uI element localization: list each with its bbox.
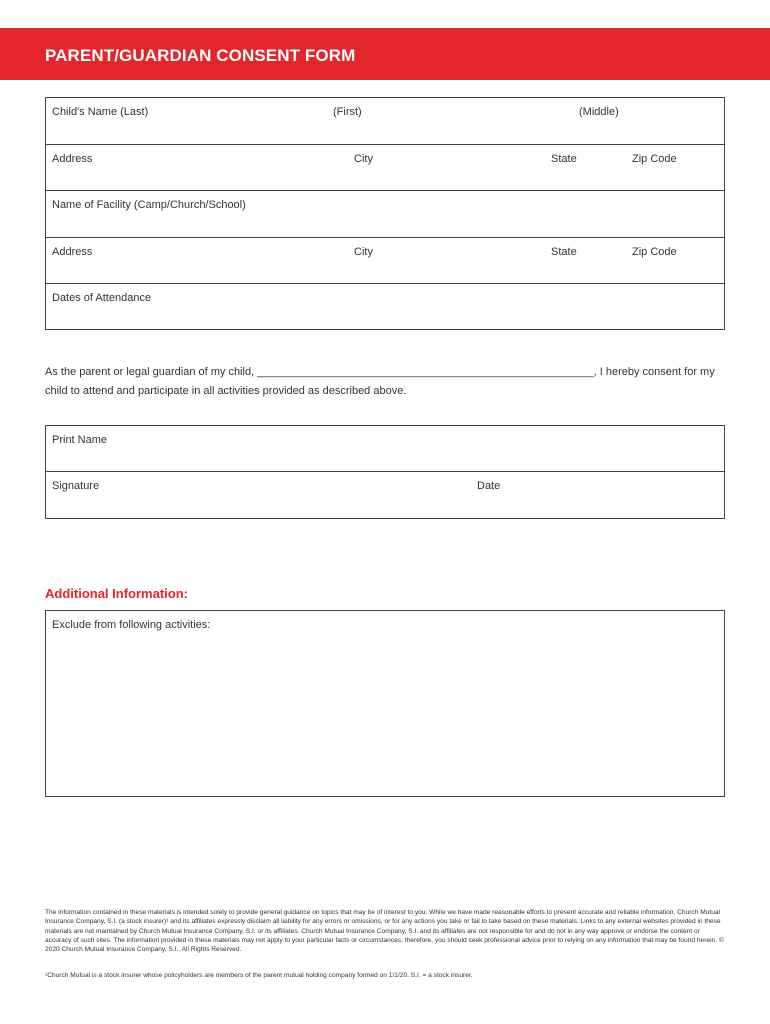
- footnote-text: ¹Church Mutual is a stock insurer whose policyholders are members of the parent mutual holding company formed on 1/1/20. S.I. = a stock insurer.: [45, 972, 473, 979]
- consent-statement: As the parent or legal guardian of my child, _______________________________________________________, I hereby consent for my child to attend and participate in all activities provided as described above.: [45, 366, 715, 397]
- exclude-activities-box[interactable]: [45, 610, 725, 797]
- print-name-row[interactable]: [46, 426, 724, 472]
- child-name-row[interactable]: [46, 98, 724, 145]
- dates-attendance-label: Dates of Attendance: [52, 292, 152, 304]
- facility-name-row[interactable]: [46, 191, 724, 238]
- state-label: State: [551, 153, 577, 165]
- zip-code-label: Zip Code: [632, 153, 677, 165]
- address-label: Address: [52, 153, 93, 165]
- dates-attendance-row[interactable]: [46, 284, 724, 329]
- form-title: PARENT/GUARDIAN CONSENT FORM: [45, 46, 356, 65]
- facility-name-label: Name of Facility (Camp/Church/School): [52, 199, 246, 211]
- facility-zip-code-label: Zip Code: [632, 246, 677, 258]
- facility-address-label: Address: [52, 246, 93, 258]
- last-name-label: Child's Name (Last): [52, 106, 149, 118]
- disclaimer-text: The information contained in these materials is intended solely to provide general guidance on topics that may be of interest to you. While we have made reasonable efforts to present accurate and reliable information, Church Mutual Insurance Company, S.I. (a stock insurer)¹ and its affiliates expressly disclaim all liability for any errors or omissions, or for any actions you take or fail to take based on these materials. Links to any external websites provided in these materials are not maintained by Church Mutual Insurance Company, S.I. or its affiliates. Church Mutual Insurance Company, S.I. and its affiliates are not responsible for and do not in any way approve or endorse the content or accuracy of such sites. The information provided in these materials may not apply to your particular facts or circumstances; therefore, you should seek professional advice prior to relying on any information that may be found herein. © 2020 Church Mutual Insurance Company, S.I.. All Rights Reserved.: [45, 909, 724, 954]
- print-name-label: Print Name: [52, 434, 108, 446]
- facility-state-label: State: [551, 246, 577, 258]
- city-label: City: [354, 153, 373, 165]
- facility-city-label: City: [354, 246, 373, 258]
- additional-info-title: Additional Information:: [45, 586, 188, 601]
- exclude-activities-label: Exclude from following activities:: [52, 619, 211, 631]
- child-info-box: [45, 97, 725, 330]
- middle-name-label: (Middle): [579, 106, 619, 118]
- signature-row[interactable]: [46, 472, 724, 518]
- child-address-row[interactable]: [46, 145, 724, 191]
- facility-address-row[interactable]: [46, 238, 724, 284]
- date-label: Date: [477, 480, 501, 492]
- first-name-label: (First): [333, 106, 362, 118]
- signature-label: Signature: [52, 480, 100, 492]
- header-banner: [0, 28, 770, 80]
- signature-box: [45, 425, 725, 519]
